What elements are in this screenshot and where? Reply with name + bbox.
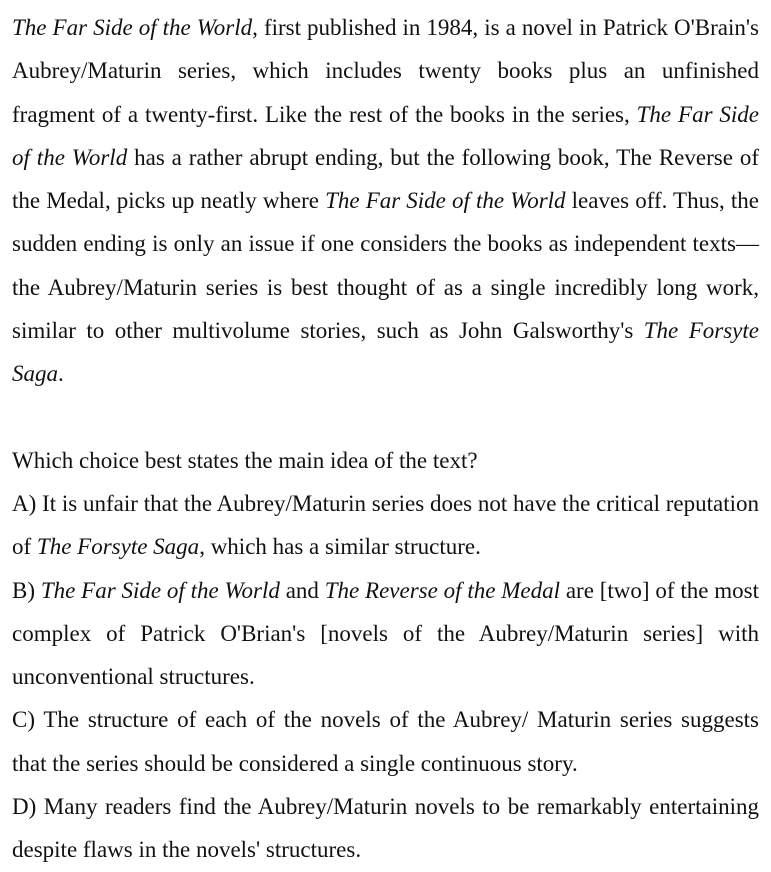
passage-segment: The Forsyte Saga [12,318,759,387]
passage-segment: leaves off. Thus, the sudden ending is only an issue if one considers the books as independent texts—the Aubrey/Maturin series is best thought of as a single incredibly long work, similar to other multivolume stories, such as John Galsworthy's [12,188,759,344]
passage-segment: has a rather abrupt ending, but the following book, The Reverse of the Medal, picks up neatly where [12,144,759,214]
option-text: It is unfair that the Aubrey/Maturin series does not have the critical reputation of [12,490,759,560]
option-letter: D) [12,794,37,820]
option-text-italic: The Reverse of the Medal [324,577,561,603]
option-b[interactable] [12,569,759,699]
option-text: The structure of each of the novels of the Aubrey/ Maturin series suggests that the series should be considered a single continuous story. [12,707,759,776]
passage-segment: The Far Side of the World [12,101,759,170]
option-letter: C) [12,707,35,733]
passage-segment: . [58,361,64,387]
option-text: , which has a similar structure. [199,534,481,560]
option-letter: B) [12,577,35,603]
option-text: Many readers find the Aubrey/Maturin novels to be remarkably entertaining despite flaws in the novels' structures. [12,794,759,863]
question-stem: Which choice best states the main idea of the text? [12,447,478,473]
passage-text [12,6,759,396]
option-text: and [279,577,325,603]
option-d[interactable] [12,785,759,872]
passage-segment: The Far Side of the World [12,15,253,40]
option-text-italic: The Far Side of the World [40,577,280,603]
option-a[interactable] [12,482,759,569]
passage-segment: , first published in 1984, is a novel in Patrick O'Brain's Aubrey/Maturin series, which includes twenty books plus an unfinished fragment of a twenty-first. Like the rest of the books in the series, [12,15,760,127]
option-text-italic: The Forsyte Saga [36,534,200,560]
passage-segment: The Far Side of the World [325,188,566,214]
option-c[interactable] [12,698,759,785]
option-text: are [two] of the most complex of Patrick O'Brian's [novels of the Aubrey/Maturin series] with unconventional structures. [12,577,759,690]
option-letter: A) [12,490,37,516]
